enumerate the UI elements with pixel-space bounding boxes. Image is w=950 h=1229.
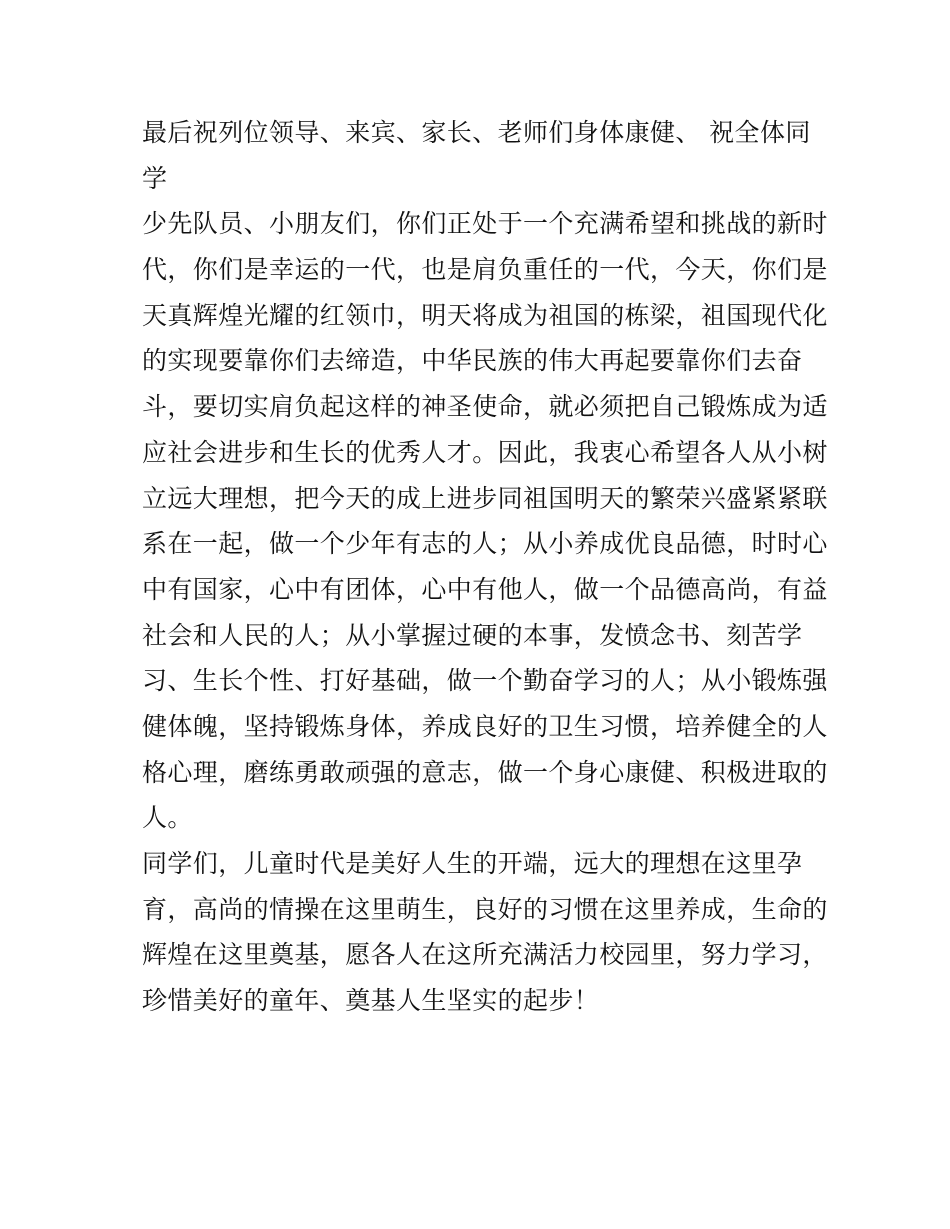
text-line: 人。 — [142, 803, 193, 833]
text-line: 育，高尚的情操在这里萌生，良好的习惯在这里养成，生命的 — [142, 894, 828, 924]
text-line: 学 — [142, 163, 168, 193]
text-line: 应社会进步和生长的优秀人才。因此，我衷心希望各人从小树 — [142, 437, 828, 467]
text-line: 习、生长个性、打好基础，做一个勤奋学习的人；从小锻炼强 — [142, 666, 828, 696]
document-body — [142, 110, 828, 1024]
text-line: 立远大理想，把今天的成上进步同祖国明天的繁荣兴盛紧紧联 — [142, 483, 828, 513]
text-line: 社会和人民的人；从小掌握过硬的本事，发愤念书、刻苦学 — [142, 620, 803, 650]
text-line: 同学们，儿童时代是美好人生的开端，远大的理想在这里孕 — [142, 849, 803, 878]
text-line: 格心理，磨练勇敢顽强的意志，做一个身心康健、积极进取的 — [142, 757, 828, 787]
text-line: 代，你们是幸运的一代，也是肩负重任的一代，今天，你们是 — [142, 255, 828, 285]
text-line: 斗，要切实肩负起这样的神圣使命，就必须把自己锻炼成为适 — [142, 392, 828, 422]
text-line: 天真辉煌光耀的红领巾，明天将成为祖国的栋梁，祖国现代化 — [142, 300, 828, 330]
text-line: 健体魄，坚持锻炼身体，养成良好的卫生习惯，培养健全的人 — [142, 711, 828, 741]
text-line: 少先队员、小朋友们，你们正处于一个充满希望和挑战的新时 — [142, 209, 828, 239]
text-line: 辉煌在这里奠基，愿各人在这所充满活力校园里，努力学习， — [142, 940, 828, 970]
text-line: 中有国家，心中有团体，心中有他人，做一个品德高尚，有益 — [142, 574, 828, 604]
text-line: 系在一起，做一个少年有志的人；从小养成优良品德，时时心 — [142, 529, 828, 559]
text-line: 的实现要靠你们去缔造，中华民族的伟大再起要靠你们去奋 — [142, 346, 803, 376]
text-line: 最后祝列位领导、来宾、家长、老师们身体康健、 祝全体同 — [142, 118, 811, 147]
text-line: 珍惜美好的童年、奠基人生坚实的起步！ — [142, 986, 600, 1016]
